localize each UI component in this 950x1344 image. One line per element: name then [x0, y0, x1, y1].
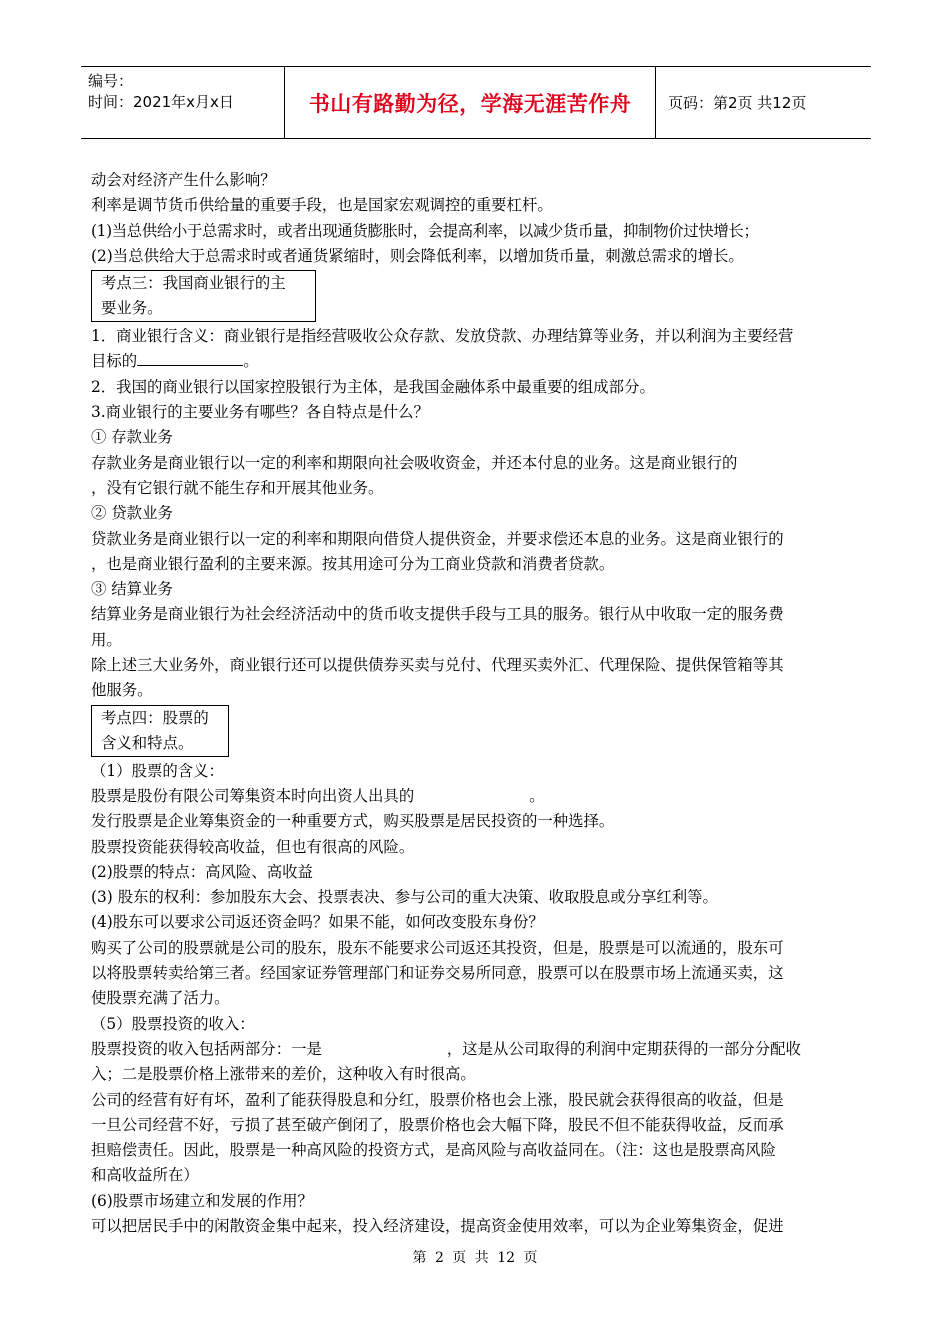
- paragraph: 2．我国的商业银行以国家控股银行为主体，是我国金融体系中最重要的组成部分。: [91, 377, 655, 396]
- paragraph: 利率是调节货币供给量的重要手段，也是国家宏观调控的重要杠杆。: [91, 196, 553, 215]
- document-body: [91, 168, 863, 1239]
- paragraph: 入；二是股票价格上涨带来的差价，这种收入有时很高。: [91, 1065, 476, 1084]
- header-table: [81, 66, 871, 139]
- text: 股票是股份有限公司筹集资本时向出资人出具的: [91, 786, 415, 805]
- exam-point-three-box: [91, 270, 316, 322]
- text: ，这是从公司取得的利润中定期获得的一部分分配收: [446, 1039, 801, 1058]
- paragraph: （1）股票的含义：: [91, 761, 224, 780]
- paragraph: ，也是商业银行盈利的主要来源。按其用途可分为工商业贷款和消费者贷款。: [91, 554, 615, 573]
- paragraph: (3) 股东的权利：参加股东大会、投票表决、参与公司的重大决策、收取股息或分享红利等。: [91, 888, 718, 907]
- paragraph: 用。: [91, 630, 122, 649]
- box-line: 含义和特点。: [101, 733, 194, 752]
- paragraph: [91, 1037, 863, 1062]
- paragraph: 股票投资能获得较高收益，但也有很高的风险。: [91, 837, 415, 856]
- paragraph: 发行股票是企业筹集资金的一种重要方式，购买股票是居民投资的一种选择。: [91, 812, 615, 831]
- header-meta: [81, 67, 284, 138]
- header-motto: 书山有路勤为径，学海无涯苦作舟: [284, 67, 656, 138]
- number-label: 编号：: [88, 72, 134, 90]
- paragraph: 动会对经济产生什么影响？: [91, 171, 276, 189]
- paragraph: [91, 349, 863, 374]
- paragraph: 一旦公司经营不好，亏损了甚至破产倒闭了，股票价格也会大幅下降，股民不但不能获得收益，反而承: [91, 1115, 784, 1134]
- paragraph: 结算业务是商业银行为社会经济活动中的货币收支提供手段与工具的服务。银行从中收取一定的服务费: [91, 605, 784, 624]
- paragraph: 购买了公司的股票就是公司的股东，股东不能要求公司返还其投资，但是，股票是可以流通的，股东可: [91, 938, 784, 957]
- blank-underline: [137, 349, 243, 366]
- paragraph: 使股票充满了活力。: [91, 989, 230, 1008]
- paragraph: （5）股票投资的收入：: [91, 1014, 255, 1033]
- paragraph: 和高收益所在）: [91, 1166, 199, 1185]
- subheading: ② 贷款业务: [91, 504, 173, 523]
- paragraph: 3.商业银行的主要业务有哪些？各自特点是什么？: [91, 403, 429, 422]
- paragraph: 贷款业务是商业银行以一定的利率和期限向借贷人提供资金，并要求偿还本息的业务。这是商业银行的: [91, 529, 784, 548]
- text: 目标的: [91, 352, 138, 371]
- text: 股票投资的收入包括两部分：一是: [91, 1039, 322, 1058]
- paragraph: (4)股东可以要求公司返还资金吗？如果不能，如何改变股东身份？: [91, 913, 544, 932]
- page-footer: 第 2 页 共 12 页: [412, 1250, 538, 1266]
- text: 。: [529, 786, 545, 805]
- box-line: 要业务。: [101, 299, 163, 318]
- paragraph: 担赔偿责任。因此，股票是一种高风险的投资方式，是高风险与高收益同在。（注：这也是股票高风险: [91, 1141, 776, 1160]
- paragraph: (6)股票市场建立和发展的作用？: [91, 1191, 313, 1210]
- paragraph: 以将股票转卖给第三者。经国家证券管理部门和证券交易所同意，股票可以在股票市场上流通买卖，这: [91, 964, 784, 983]
- paragraph: 1．商业银行含义：商业银行是指经营吸收公众存款、发放贷款、办理结算等业务，并以利润为主要经营: [91, 327, 794, 346]
- paragraph: 他服务。: [91, 681, 153, 700]
- paragraph: 存款业务是商业银行以一定的利率和期限向社会吸收资金，并还本付息的业务。这是商业银行的: [91, 453, 738, 472]
- time-label: 时间：2021年x月x日: [88, 93, 234, 111]
- text: 。: [243, 352, 259, 371]
- paragraph: ，没有它银行就不能生存和开展其他业务。: [91, 478, 384, 497]
- paragraph: 可以把居民手中的闲散资金集中起来，投入经济建设，提高资金使用效率，可以为企业筹集资金，促进: [91, 1216, 784, 1235]
- subheading: ③ 结算业务: [91, 580, 173, 599]
- paragraph: (2)当总供给大于总需求时或者通货紧缩时，则会降低利率，以增加货币量，刺激总需求的增长。: [91, 246, 744, 265]
- exam-point-four-box: [91, 705, 229, 757]
- paragraph: (2)股票的特点：高风险、高收益: [91, 862, 313, 881]
- paragraph: 除上述三大业务外，商业银行还可以提供债券买卖与兑付、代理买卖外汇、代理保险、提供保管箱等其: [91, 656, 784, 675]
- paragraph: [91, 784, 863, 809]
- box-line: 考点三：我国商业银行的主: [101, 274, 286, 293]
- paragraph: (1)当总供给小于总需求时，或者出现通货膨胀时，会提高利率，以减少货币量，抑制物价过快增长；: [91, 221, 759, 240]
- paragraph: 公司的经营有好有坏，盈利了能获得股息和分红，股票价格也会上涨，股民就会获得很高的收益，但是: [91, 1090, 784, 1109]
- box-line: 考点四：股票的: [101, 708, 209, 727]
- header-page-info: 页码：第2页 共12页: [668, 94, 807, 112]
- subheading: ① 存款业务: [91, 428, 173, 447]
